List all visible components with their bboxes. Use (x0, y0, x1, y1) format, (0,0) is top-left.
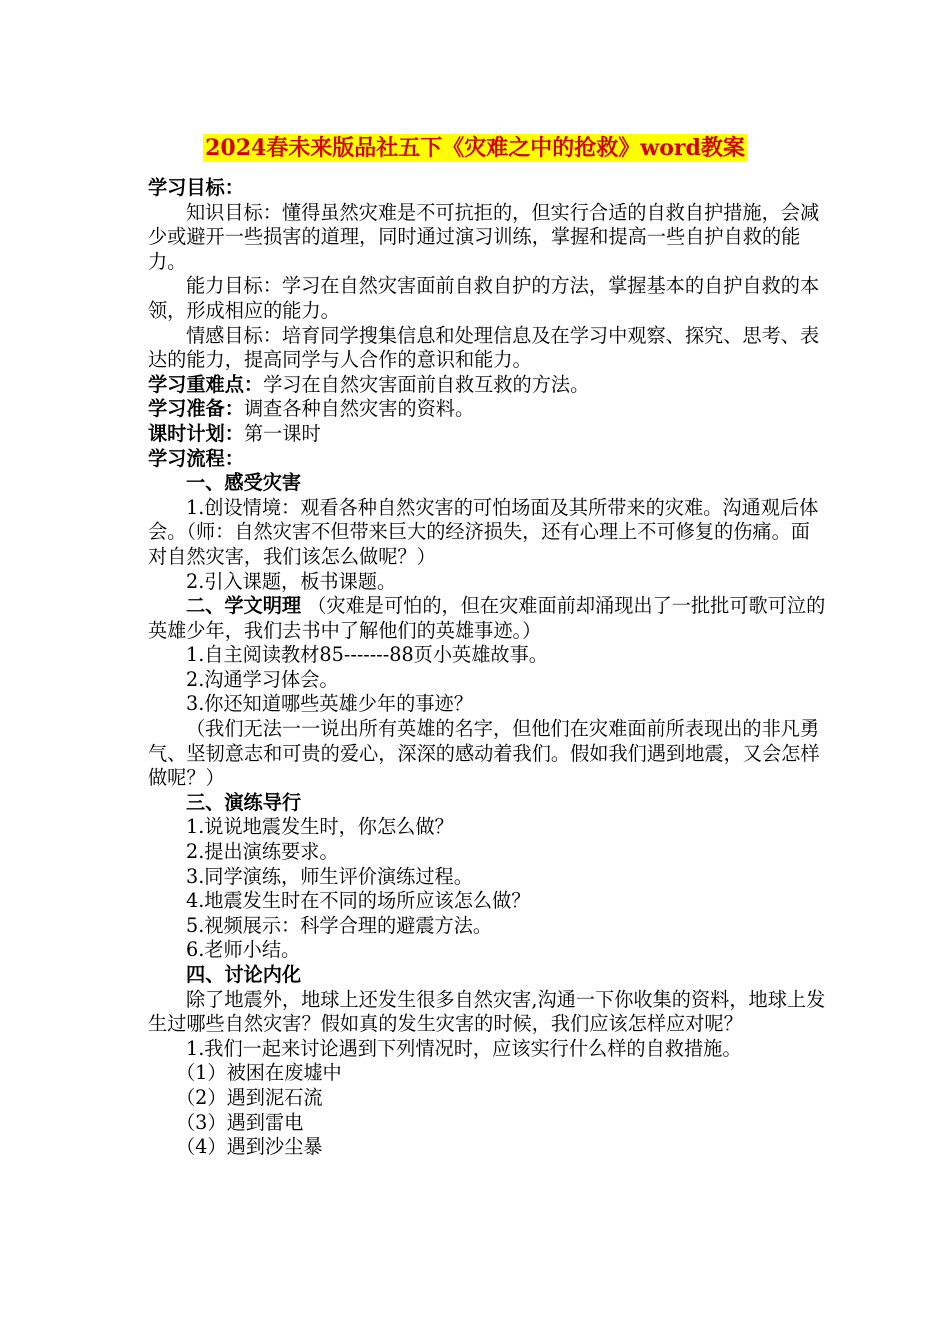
section-2-item-3: 3.你还知道哪些英雄少年的事迹？ (186, 692, 473, 716)
section-2-heading: 二、学文明理 (186, 594, 302, 618)
section-4-subitem-2: （2）遇到泥石流 (176, 1085, 323, 1109)
document-title: 2024春未来版品社五下《灾难之中的抢救》word教案 (205, 135, 745, 161)
schedule (148, 422, 828, 447)
key-points-text: 学习在自然灾害面前自救互救的方法。 (263, 372, 590, 396)
section-2-item-4: （我们无法一一说出所有英雄的名字，但他们在灾难面前所表现出的非凡勇气、坚韧意志和可贵的爱心，深深的感动着我们。假如我们遇到地震，又会怎样做呢？） (148, 717, 820, 790)
section-1-item-1: 1.创设情境：观看各种自然灾害的可怕场面及其所带来的灾难。沟通观后体会。（师：自然灾害不但带来巨大的经济损失，还有心理上不可修复的伤痛。面对自然灾害，我们该怎么做呢？） (148, 495, 819, 568)
process-label: 学习流程： (148, 446, 244, 470)
section-2-note: （灾难是可怕的，但在灾难面前却涌现出了一批批可歌可泣的英雄少年，我们去书中了解他们的英雄事迹。） (148, 594, 826, 642)
section-3-heading: 三、演练导行 (186, 790, 302, 814)
goal-ability: 能力目标：学习在自然灾害面前自救自护的方法，掌握基本的自护自救的本领，形成相应的能力。 (148, 274, 820, 322)
title-row (0, 134, 950, 162)
section-4-heading: 四、讨论内化 (186, 963, 302, 986)
section-4-subitem-3: （3）遇到雷电 (176, 1110, 304, 1134)
section-2-intro (148, 594, 828, 643)
section-4-item-1: 1.我们一起来讨论遇到下列情况时，应该实行什么样的自救措施。 (186, 1036, 742, 1060)
key-points-label: 学习重难点： (148, 372, 264, 396)
section-3-item-6: 6.老师小结。 (186, 938, 301, 962)
preparation-text: 调查各种自然灾害的资料。 (243, 397, 475, 421)
section-4-intro: 除了地震外，地球上还发生很多自然灾害,沟通一下你收集的资料，地球上发生过哪些自然灾害？假如真的发生灾害的时候，我们应该怎样应对呢？ (148, 987, 826, 1036)
section-3-item-3: 3.同学演练，师生评价演练过程。 (186, 864, 473, 888)
goal-emotion: 情感目标：培育同学搜集信息和处理信息及在学习中观察、探究、思考、表达的能力，提高同学与人合作的意识和能力。 (148, 323, 820, 372)
goal-knowledge: 知识目标：懂得虽然灾难是不可抗拒的，但实行合适的自救自护措施，会减少或避开一些损害的道理，同时通过演习训练，掌握和提高一些自护自救的能力。 (148, 200, 820, 273)
section-2-item-2: 2.沟通学习体会。 (186, 667, 339, 691)
section-3-item-4: 4.地震发生时在不同的场所应该怎么做？ (186, 889, 531, 913)
document-body (148, 176, 828, 1160)
section-1-heading: 一、感受灾害 (186, 471, 302, 495)
section-3-item-2: 2.提出演练要求。 (186, 840, 339, 864)
schedule-text: 第一课时 (243, 421, 321, 445)
section-1-item-2: 2.引入课题，板书课题。 (186, 569, 397, 593)
preparation (148, 397, 828, 422)
section-4-subitem-4: （4）遇到沙尘暴 (176, 1135, 323, 1159)
goals-label: 学习目标： (148, 176, 244, 199)
section-4-subitem-1: （1）被困在废墟中 (176, 1061, 342, 1085)
key-points (148, 373, 828, 398)
preparation-label: 学习准备： (148, 397, 244, 421)
section-3-item-5: 5.视频展示：科学合理的避震方法。 (186, 913, 493, 937)
schedule-label: 课时计划： (148, 421, 244, 445)
section-3-item-1: 1.说说地震发生时，你怎么做？ (186, 815, 454, 839)
section-2-item-1: 1.自主阅读教材85-------88页小英雄故事。 (186, 643, 548, 667)
